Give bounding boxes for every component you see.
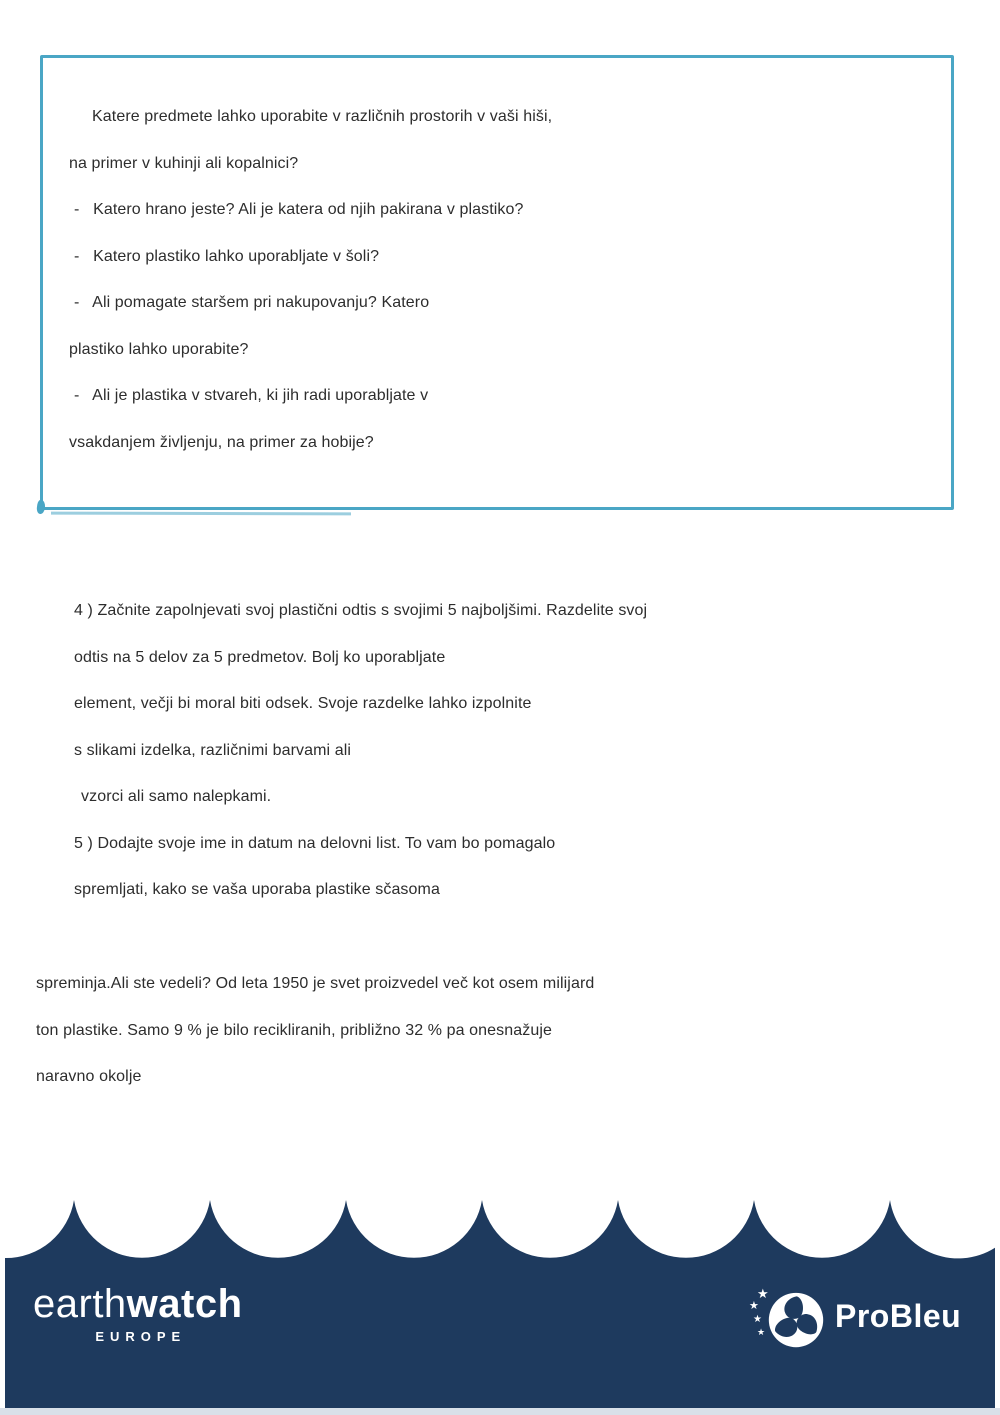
page-bottom-strip	[0, 1408, 1000, 1415]
probleu-swirl-circle-icon	[767, 1291, 825, 1349]
text-line: s slikami izdelka, različnimi barvami ali	[74, 741, 352, 759]
text-line: - Ali je plastika v stvareh, ki jih radi uporabljate v	[74, 387, 429, 404]
question-box-text	[43, 107, 923, 479]
text-line: ton plastike. Samo 9 % je bilo recikliranih, približno 32 % pa onesnažuje	[36, 1021, 553, 1039]
fact-paragraph	[0, 974, 900, 1114]
earthwatch-wordmark	[33, 1283, 243, 1325]
text-line: 4 ) Začnite zapolnjevati svoj plastični odtis s svojimi 5 najboljšimi. Razdelite svoj	[74, 602, 648, 619]
earthwatch-subtitle: EUROPE	[95, 1329, 187, 1344]
text-line: - Ali pomagate staršem pri nakupovanju? Katero	[74, 294, 430, 311]
probleu-logo	[745, 1283, 990, 1363]
eu-star-icon: ★	[753, 1314, 762, 1325]
earthwatch-logo	[33, 1283, 243, 1344]
text-line: Katere predmete lahko uporabite v različnih prostorih v vaši hiši,	[92, 108, 553, 125]
instructions-text	[0, 601, 900, 927]
text-line: naravno okolje	[36, 1068, 142, 1085]
text-line: na primer v kuhinji ali kopalnici?	[69, 154, 299, 172]
eu-star-icon: ★	[757, 1286, 769, 1301]
text-line: 5 ) Dodajte svoje ime in datum na delovni list. To vam bo pomagalo	[74, 834, 556, 852]
text-line: spremljati, kako se vaša uporaba plastike sčasoma	[74, 881, 440, 898]
text-line: vzorci ali samo nalepkami.	[81, 788, 272, 805]
eu-star-icon: ★	[749, 1300, 759, 1312]
text-line: element, večji bi moral biti odsek. Svoje razdelke lahko izpolnite	[74, 695, 532, 712]
eu-star-icon: ★	[757, 1327, 766, 1337]
probleu-wordmark: ProBleu	[835, 1298, 962, 1334]
text-line: - Katero plastiko lahko uporabljate v šoli?	[74, 247, 380, 265]
text-line: - Katero hrano jeste? Ali je katera od njih pakirana v plastiko?	[74, 201, 524, 218]
footer-banner	[5, 1195, 995, 1408]
text-line: vsakdanjem življenju, na primer za hobije?	[69, 433, 374, 451]
text-line: spreminja.Ali ste vedeli? Od leta 1950 je svet proizvedel več kot osem milijard	[36, 975, 595, 992]
text-line: odtis na 5 delov za 5 predmetov. Bolj ko uporabljate	[74, 648, 446, 666]
text-line: plastiko lahko uporabite?	[69, 340, 249, 358]
earthwatch-word-light: earth	[33, 1282, 127, 1326]
earthwatch-word-bold: watch	[126, 1282, 243, 1326]
